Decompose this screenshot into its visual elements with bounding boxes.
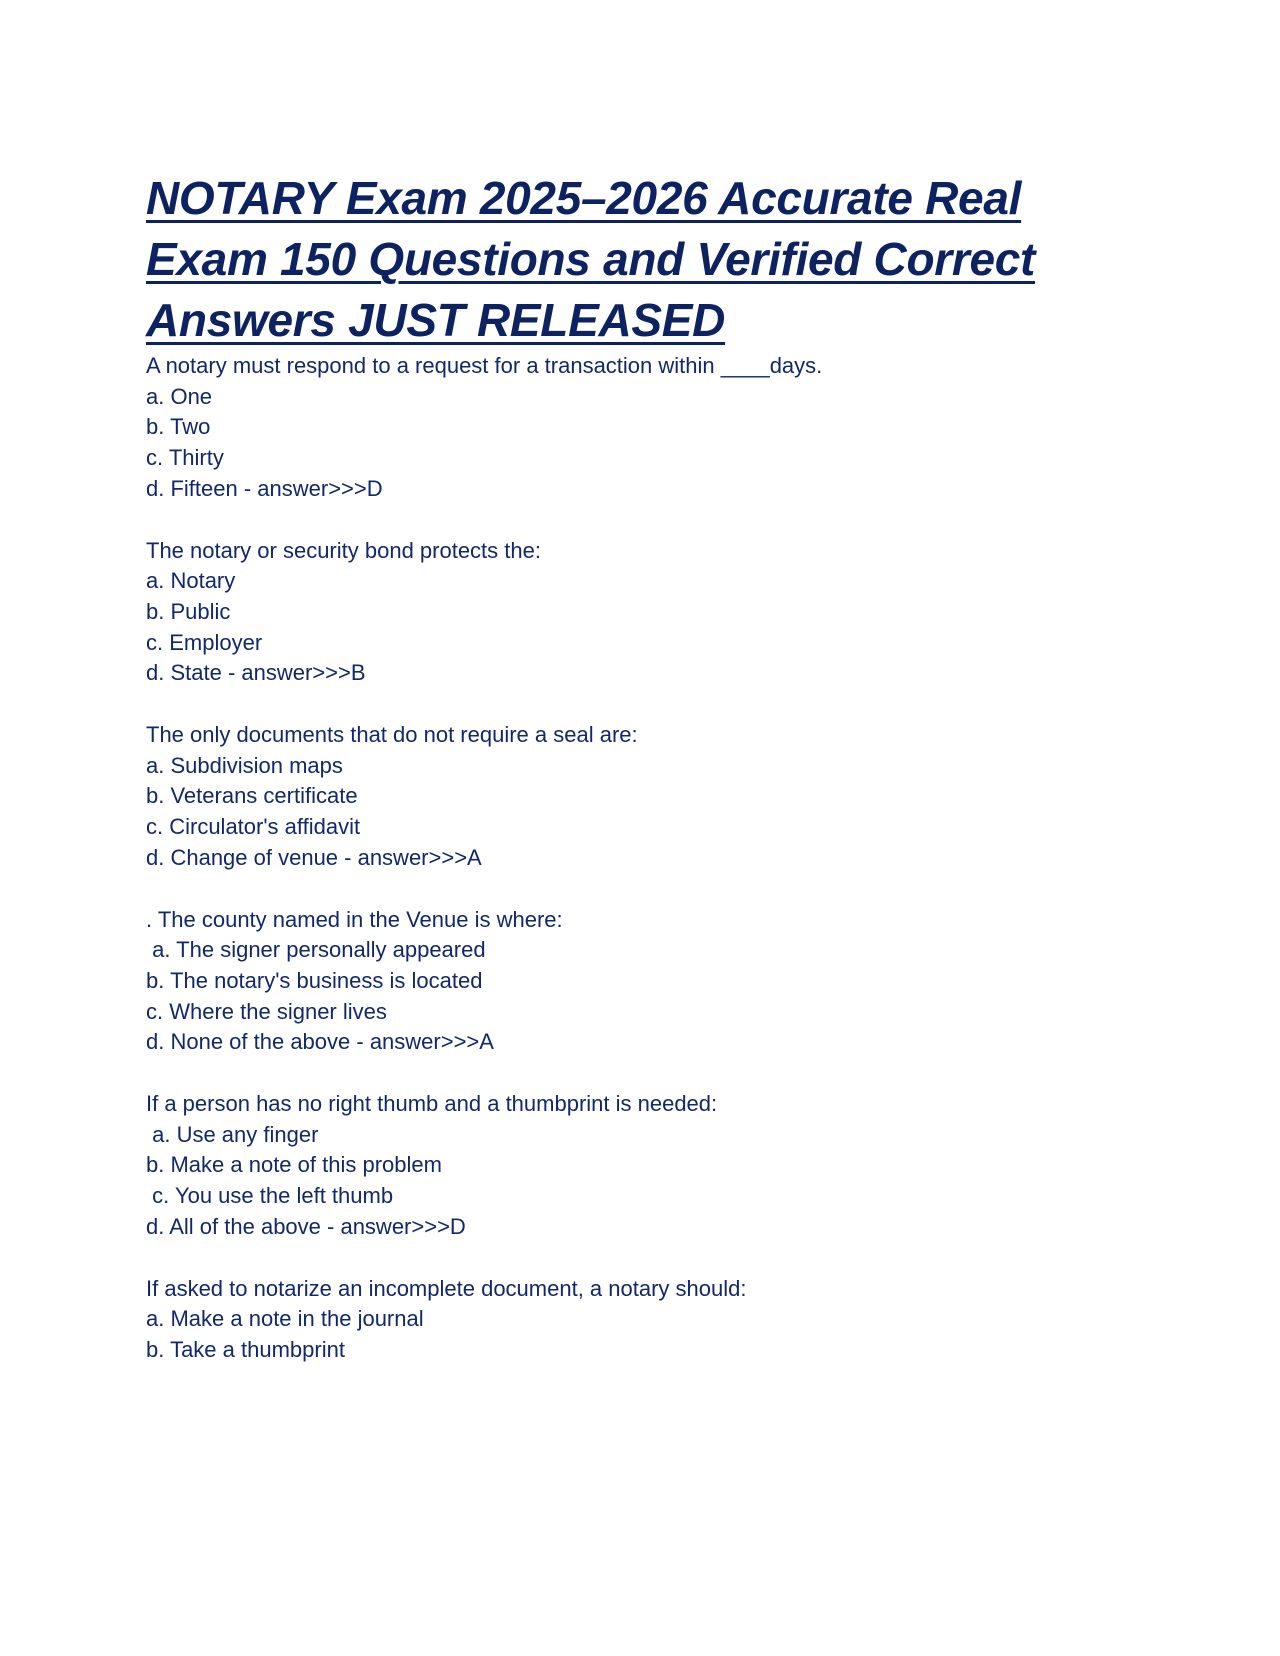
title-line: Exam 150 Questions and Verified Correct [146, 233, 1036, 285]
answer-option: b. The notary's business is located [146, 967, 483, 993]
answer-option: b. Public [146, 598, 231, 624]
answer-option: b. Two [146, 414, 211, 440]
answer-option: a. Make a note in the journal [146, 1306, 424, 1332]
answer-option: b. Take a thumbprint [146, 1336, 345, 1362]
question-prompt: The notary or security bond protects the: [146, 537, 541, 563]
answer-option: d. Fifteen - answer>>>D [146, 475, 383, 501]
answer-option: a. Notary [146, 568, 236, 594]
answer-option: d. None of the above - answer>>>A [146, 1029, 494, 1055]
title-line: Answers JUST RELEASED [146, 294, 726, 346]
document-title [146, 168, 1146, 351]
answer-option: c. Where the signer lives [146, 998, 387, 1024]
answer-option: b. Veterans certificate [146, 783, 358, 809]
answer-option: d. Change of venue - answer>>>A [146, 844, 482, 870]
question-block [146, 720, 1146, 874]
answer-option: c. Employer [146, 629, 263, 655]
answer-option: c. Thirty [146, 445, 224, 471]
answer-option: c. You use the left thumb [146, 1183, 394, 1209]
question-prompt: If asked to notarize an incomplete document, a notary should: [146, 1275, 747, 1301]
question-prompt: The only documents that do not require a seal are: [146, 722, 638, 748]
question-prompt: If a person has no right thumb and a thumbprint is needed: [146, 1091, 718, 1117]
question-prompt: A notary must respond to a request for a transaction within ____days. [146, 353, 823, 378]
answer-option: a. One [146, 383, 213, 409]
answer-option: a. Use any finger [146, 1121, 319, 1147]
question-prompt: . The county named in the Venue is where: [146, 906, 563, 932]
answer-option: a. Subdivision maps [146, 752, 343, 778]
answer-option: b. Make a note of this problem [146, 1152, 442, 1178]
question-block [146, 1274, 1146, 1366]
answer-option: d. State - answer>>>B [146, 660, 366, 686]
question-block [146, 905, 1146, 1059]
question-list [146, 351, 1146, 1366]
answer-option: a. The signer personally appeared [146, 937, 486, 963]
answer-option: d. All of the above - answer>>>D [146, 1213, 466, 1239]
question-block [146, 351, 1146, 505]
question-block [146, 536, 1146, 690]
question-block [146, 1089, 1146, 1243]
document-page [146, 168, 1146, 1397]
answer-option: c. Circulator's affidavit [146, 814, 361, 840]
title-line: NOTARY Exam 2025–2026 Accurate Real [146, 172, 1022, 224]
